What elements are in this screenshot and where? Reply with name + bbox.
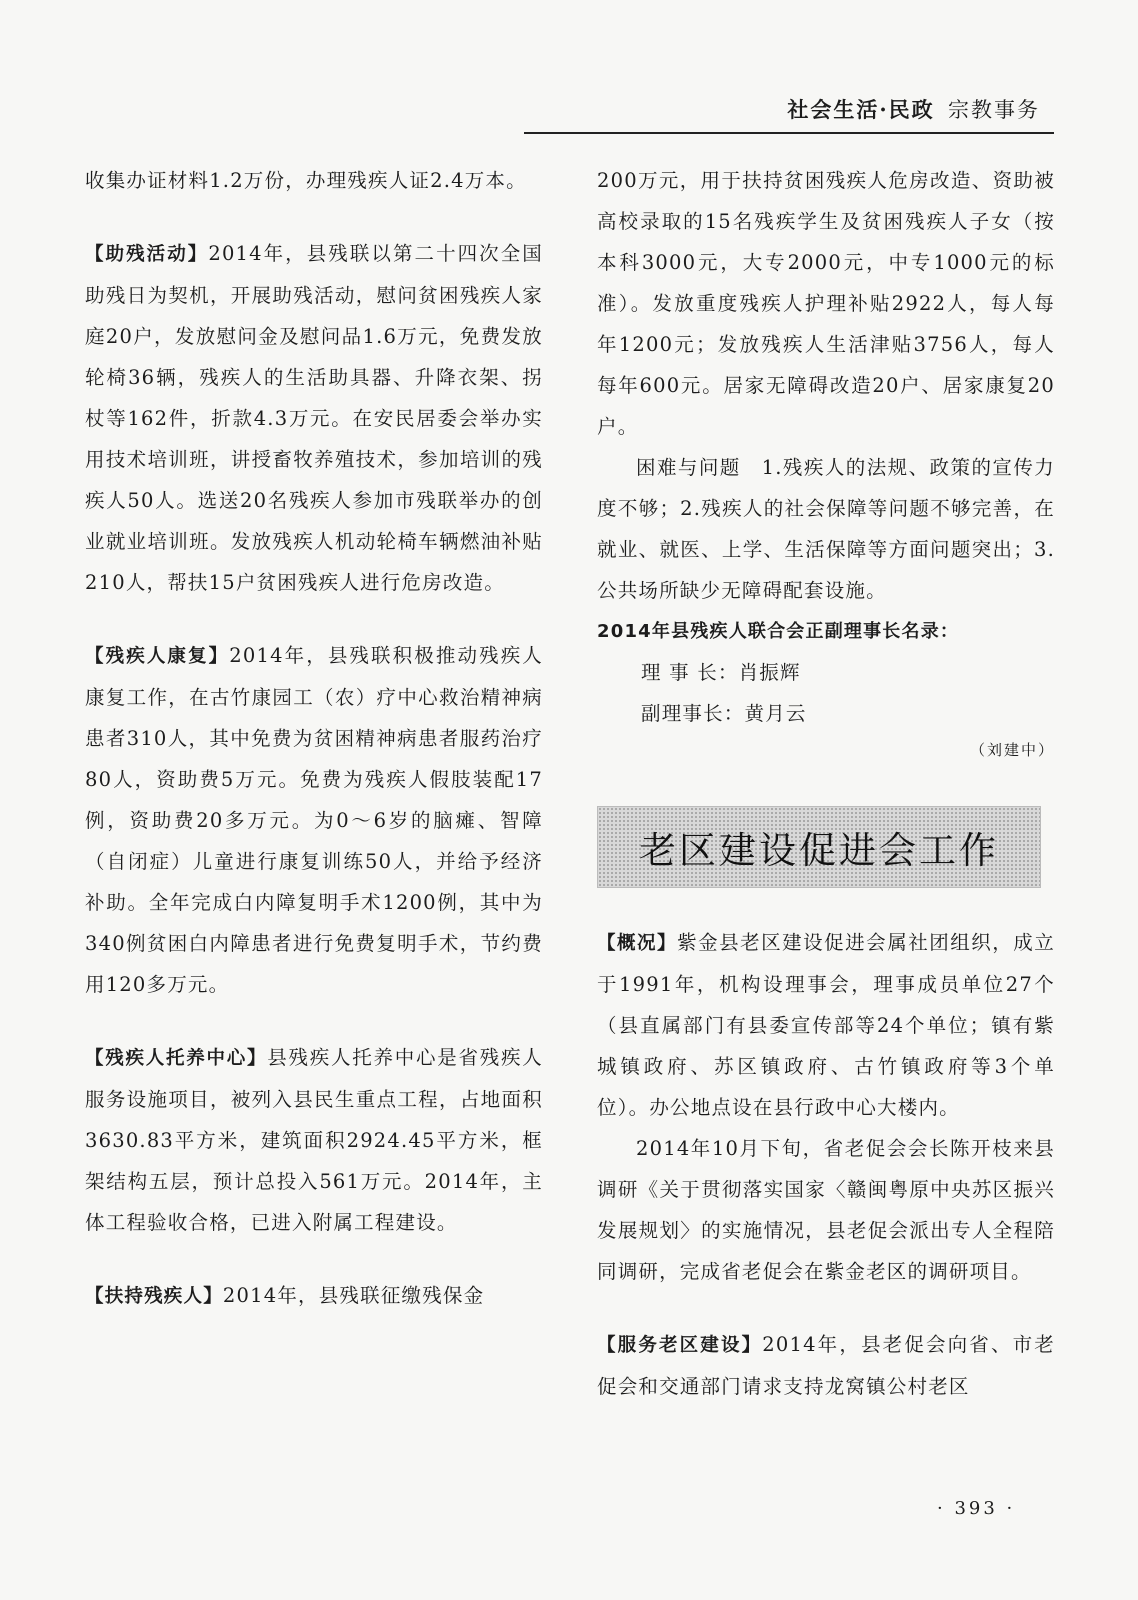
support-text-start: 2014年，县残联征缴残保金 xyxy=(222,1284,485,1307)
paragraph-service-start xyxy=(597,1324,1055,1407)
care-center-text: 县残疾人托养中心是省残疾人服务设施项目，被列入县民生重点工程，占地面积3630.83平方米，建筑面积2924.45平方米，框架结构五层，预计总投入561万元。2014年，主体工程验收合格，已进入附属工程建设。 xyxy=(85,1046,543,1234)
paragraph-research: 2014年10月下旬，省老促会会长陈开枝来县调研《关于贯彻落实国家〈赣闽粤原中央苏区振兴发展规划〉的实施情况，县老促会派出专人全程陪同调研，完成省老促会在紫金老区的调研项目。 xyxy=(597,1137,1055,1283)
assistance-text: 2014年，县残联以第二十四次全国助残日为契机，开展助残活动，慰问贫困残疾人家庭20户，发放慰问金及慰问品1.6万元，免费发放轮椅36辆，残疾人的生活助具器、升降衣架、拐杖等162件，折款4.3万元。在安民居委会举办实用技术培训班，讲授畜牧养殖技术，参加培训的残疾人50人。选送20名残疾人参加市残联举办的创业就业培训班。发放残疾人机动轮椅车辆燃油补贴210人，帮扶15户贫困残疾人进行危房改造。 xyxy=(85,242,543,594)
header-section: 社会生活·民政 xyxy=(787,97,935,122)
paragraph-care-center xyxy=(85,1037,543,1243)
roster-chairman: 理 事 长：肖振辉 xyxy=(641,661,801,684)
service-text-start: 2014年，县老促会向省、市老促会和交通部门请求支持龙窝镇公村老区 xyxy=(597,1333,1055,1398)
section-tag-rehabilitation: 【残疾人康复】 xyxy=(85,646,230,667)
header-subsection: 宗教事务 xyxy=(948,98,1040,122)
section-tag-support: 【扶持残疾人】 xyxy=(85,1286,223,1307)
paragraph-overview xyxy=(597,922,1055,1128)
overview-text: 紫金县老区建设促进会属社团组织，成立于1991年，机构设理事会，理事成员单位27个（县直属部门有县委宣传部等24个单位；镇有紫城镇政府、苏区镇政府、古竹镇政府等3个单位）。办公地点设在县行政中心大楼内。 xyxy=(597,931,1055,1119)
paragraph-id-cards: 收集办证材料1.2万份，办理残疾人证2.4万本。 xyxy=(85,169,527,192)
paragraph-support-start xyxy=(85,1275,543,1317)
roster-title: 2014年县残疾人联合会正副理事长名录： xyxy=(597,621,960,642)
section-tag-assistance: 【助残活动】 xyxy=(85,244,209,265)
section-tag-overview: 【概况】 xyxy=(597,933,678,954)
right-column xyxy=(597,160,1055,1407)
section-banner xyxy=(597,806,1041,888)
paragraph-support-continued: 200万元，用于扶持贫困残疾人危房改造、资助被高校录取的15名残疾学生及贫困残疾人子女（按本科3000元，大专2000元，中专1000元的标准）。发放重度残疾人护理补贴2922人，每人每年1200元；发放残疾人生活津贴3756人，每人每年600元。居家无障碍改造20户、居家康复20户。 xyxy=(597,169,1055,438)
roster-vice-chairman: 副理事长：黄月云 xyxy=(641,702,807,725)
section-tag-care-center: 【残疾人托养中心】 xyxy=(85,1048,268,1069)
paragraph-assistance-activities xyxy=(85,233,543,603)
section-tag-service: 【服务老区建设】 xyxy=(597,1335,763,1356)
header-divider xyxy=(524,132,1054,134)
paragraph-rehabilitation xyxy=(85,635,543,1005)
running-header xyxy=(787,94,1040,124)
author-credit: （刘建中） xyxy=(969,741,1055,759)
rehabilitation-text: 2014年，县残联积极推动残疾人康复工作，在古竹康园工（农）疗中心救治精神病患者310人，其中免费为贫困精神病患者服药治疗80人，资助费5万元。免费为残疾人假肢装配17例，资助费20多万元。为0～6岁的脑瘫、智障（自闭症）儿童进行康复训练50人，并给予经济补助。全年完成白内障复明手术1200例，其中为340例贫困白内障患者进行免费复明手术，节约费用120多万元。 xyxy=(85,644,543,996)
section-banner-title: 老区建设促进会工作 xyxy=(639,829,999,872)
left-column xyxy=(85,160,543,1317)
page-number: · 393 · xyxy=(937,1498,1016,1519)
paragraph-problems: 困难与问题 1.残疾人的法规、政策的宣传力度不够；2.残疾人的社会保障等问题不够完善，在就业、就医、上学、生活保障等方面问题突出；3.公共场所缺少无障碍配套设施。 xyxy=(597,456,1055,602)
